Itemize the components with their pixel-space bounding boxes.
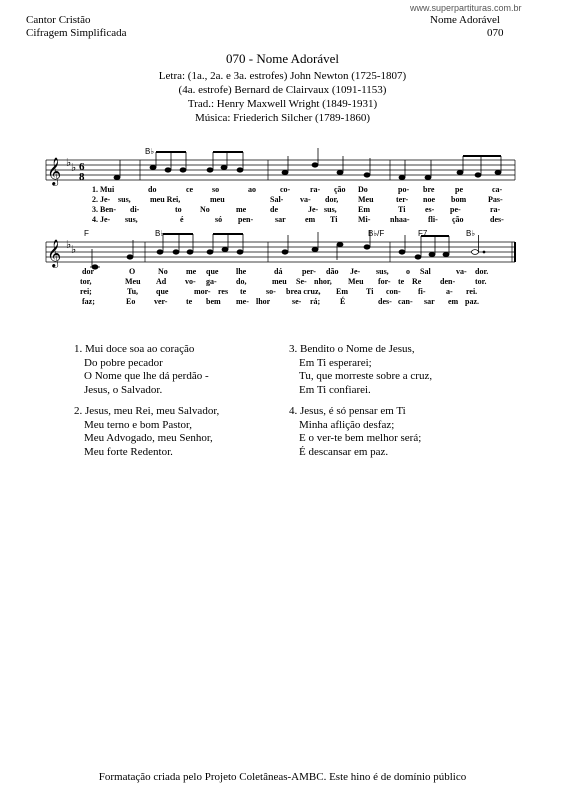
hymn-number-header: 070 [487,27,504,39]
lyric-syllable: tor, [80,277,92,286]
lyric-syllable: Je- [350,267,361,276]
lyric-line: 1. Mui [92,185,115,194]
hymn-title: 070 - Nome Adorável [225,51,339,66]
lyric-syllable: mor- [194,287,211,296]
verse-line: 2. Jesus, meu Rei, meu Salvador, [74,405,220,417]
lyric-syllable: di- [130,205,140,214]
chord-label: B♭/F [368,229,385,238]
lyric-syllable: do, [236,277,247,286]
treble-clef-icon: 𝄞 [47,159,62,185]
sheet-music [0,130,565,330]
lyric-syllable: ga- [206,277,217,286]
lyric-syllable: sar [275,215,286,224]
lyric-syllable: que [206,267,219,276]
lyric-syllable: res [218,287,229,296]
lyric-syllable: noe [423,195,435,204]
time-sig-top: 6 [79,161,85,173]
lyric-syllable: Ti [330,215,338,224]
lyric-syllable: dão [326,267,339,276]
lyric-syllable: dor, [325,195,339,204]
lyric-syllable: con- [386,287,401,296]
verse-3 [289,343,432,397]
verse-line: Jesus, o Salvador. [84,383,163,396]
lyric-syllable: Ti [366,287,374,296]
verse-1 [74,343,209,397]
lyric-syllable: tor. [475,277,487,286]
lyric-syllable: No [158,267,168,276]
lyric-syllable: sus, [125,215,138,224]
lyric-syllable: Eo [126,297,136,306]
lyric-syllable: dá [274,267,283,276]
lyric-syllable: sus, [376,267,389,276]
lyric-syllable: bre [423,185,435,194]
lyric-syllable: Sal [420,267,431,276]
lyric-syllable: dor [82,267,94,276]
verse-line: Tu, que morreste sobre a cruz, [299,370,433,382]
verse-line: Meu Advogado, meu Senhor, [84,432,213,444]
lyric-syllable: Sal- [270,195,284,204]
lyric-syllable: Ad [156,277,167,286]
credit-lyrics-4: (4a. estrofe) Bernard de Clairvaux (1091-1153) [178,84,387,96]
lyric-syllable: em [448,297,459,306]
lyric-syllable: es- [425,205,435,214]
lyric-syllable: 2. Je- [92,195,111,204]
lyric-syllable: rá; [310,297,321,306]
lyric-syllable: can- [398,297,413,306]
lyric-syllable: em [305,215,316,224]
lyric-syllable: Em [336,287,348,296]
lyric-syllable: ca- [492,185,503,194]
lyric-syllable: 4. Je- [92,215,111,224]
treble-clef-icon: 𝄞 [47,241,62,267]
lyric-syllable: só [215,215,223,224]
lyric-syllable: que [156,287,169,296]
credit-lyrics: Letra: (1a., 2a. e 3a. estrofes) John Newton (1725-1807) [158,70,407,82]
chord-label: B♭ [155,229,165,238]
lyric-syllable: meu Rei, [150,195,181,204]
lyric-syllable: va- [300,195,311,204]
lyric-syllable: Meu [358,195,374,204]
lyric-syllable: des- [378,297,392,306]
format-label: Cifragem Simplificada [26,27,127,39]
lyric-syllable: for- [378,277,391,286]
lyric-syllable: Pas- [488,195,503,204]
lyric-syllable: de [270,205,278,214]
lyric-syllable: é [180,215,184,224]
lyric-syllable: bom [451,195,467,204]
verse-line: É descansar em paz. [299,445,389,458]
lyric-syllable: po- [398,185,410,194]
lyric-syllable: fi- [418,287,426,296]
lyric-syllable: se- [292,297,302,306]
lyric-syllable: Tu, [127,287,139,296]
lyric-syllable: so- [266,287,276,296]
lyric-syllable: Meu [125,277,141,286]
verse-line: Do pobre pecador [84,356,163,369]
lyric-syllable: brea cruz, [286,287,321,296]
lyric-syllable: to [175,205,182,214]
flat-icon: ♭ [71,162,77,174]
lyric-syllable: me [186,267,197,276]
verse-line: Meu forte Redentor. [84,445,173,458]
lyric-syllable: meu [210,195,225,204]
site-url: www.superpartituras.com.br [410,3,522,13]
flat-icon: ♭ [66,239,72,251]
verse-line: 4. Jesus, é só pensar em Ti [289,405,406,417]
lyric-syllable: va- [456,267,467,276]
verse-4 [289,405,421,459]
flat-icon: ♭ [71,244,77,256]
time-sig-bottom: 8 [79,171,85,183]
lyric-syllable: Meu [348,277,364,286]
lyric-syllable: fli- [428,215,438,224]
lyric-syllable: des- [490,215,504,224]
lyric-syllable: É [340,297,346,306]
lyric-syllable: Ti [398,205,406,214]
lyric-syllable: rei; [80,287,92,296]
lyric-syllable: Re [412,277,422,286]
lyric-syllable: Je- [308,205,319,214]
lyric-syllable: me- [236,297,249,306]
verse-line: 3. Bendito o Nome de Jesus, [289,343,415,355]
lyric-syllable: te [186,297,193,306]
lyric-syllable: ção [452,215,464,224]
lyric-syllable: dor. [475,267,489,276]
verse-line: 1. Mui doce soa ao coração [74,343,195,355]
lyric-syllable: ter- [396,195,409,204]
lyric-syllable: 3. Ben- [92,205,116,214]
credit-translation: Trad.: Henry Maxwell Wright (1849-1931) [187,98,378,110]
chord-label: F7 [418,229,428,238]
lyric-syllable: meu [272,277,287,286]
lyric-syllable: ra- [310,185,321,194]
lyric-syllable: Do [358,185,368,194]
lyric-syllable: sar [424,297,435,306]
lyric-syllable: so [212,185,220,194]
hymn-name-header: Nome Adorável [430,14,500,26]
lyric-syllable: Se- [296,277,307,286]
lyric-syllable: rei. [466,287,478,296]
lyric-syllable: ção [334,185,346,194]
lyric-syllable: do [148,185,157,194]
lyric-syllable: Em [358,205,370,214]
lyric-syllable: sus, [118,195,131,204]
lyric-syllable: ce [186,185,194,194]
lyric-syllable: sus, [324,205,337,214]
lyric-syllable: a- [446,287,453,296]
lyric-syllable: lhe [236,267,247,276]
lyric-syllable: faz; [82,297,95,306]
lyric-syllable: O [129,267,136,276]
chord-label: B♭ [466,229,476,238]
lyric-syllable: ver- [154,297,168,306]
lyric-syllable: nhaa- [390,215,410,224]
verse-line: Meu terno e bom Pastor, [84,418,193,431]
lyric-syllable: nhor, [314,277,332,286]
credit-music: Música: Friederich Silcher (1789-1860) [194,112,371,124]
lyric-syllable: lhor [256,297,271,306]
lyric-syllable: co- [280,185,291,194]
lyric-syllable: ao [248,185,256,194]
staff-system-2 [46,229,515,306]
lyric-syllable: ra- [490,205,501,214]
verse-line: Minha aflição desfaz; [299,418,395,431]
lyric-syllable: me [236,205,247,214]
lyric-syllable: paz. [465,297,479,306]
chord-label: B♭ [145,147,155,156]
verse-line: E o ver-te bem melhor será; [299,432,422,444]
lyric-syllable: pe- [450,205,461,214]
lyric-syllable: te [240,287,247,296]
lyric-syllable: pen- [238,215,254,224]
verse-line: O Nome que lhe dá perdão - [84,370,209,382]
lyric-syllable: den- [440,277,456,286]
lyric-syllable: o [406,267,410,276]
chord-label: F [84,229,89,238]
verse-2 [74,405,219,459]
lyric-syllable: te [398,277,405,286]
lyric-syllable: per- [302,267,316,276]
verse-line: Em Ti confiarei. [299,383,371,396]
lyric-syllable: pe [455,185,463,194]
flat-icon: ♭ [66,157,72,169]
footer-note: Formatação criada pelo Projeto Coletâneas-AMBC. Este hino é de domínio público [98,771,467,783]
collection-name: Cantor Cristão [26,14,91,26]
lyric-syllable: Mi- [358,215,371,224]
staff-system-1 [46,147,515,224]
verse-line: Em Ti esperarei; [299,356,372,369]
lyric-syllable: No [200,205,210,214]
lyric-syllable: vo- [185,277,196,286]
lyric-syllable: bem [206,297,221,306]
